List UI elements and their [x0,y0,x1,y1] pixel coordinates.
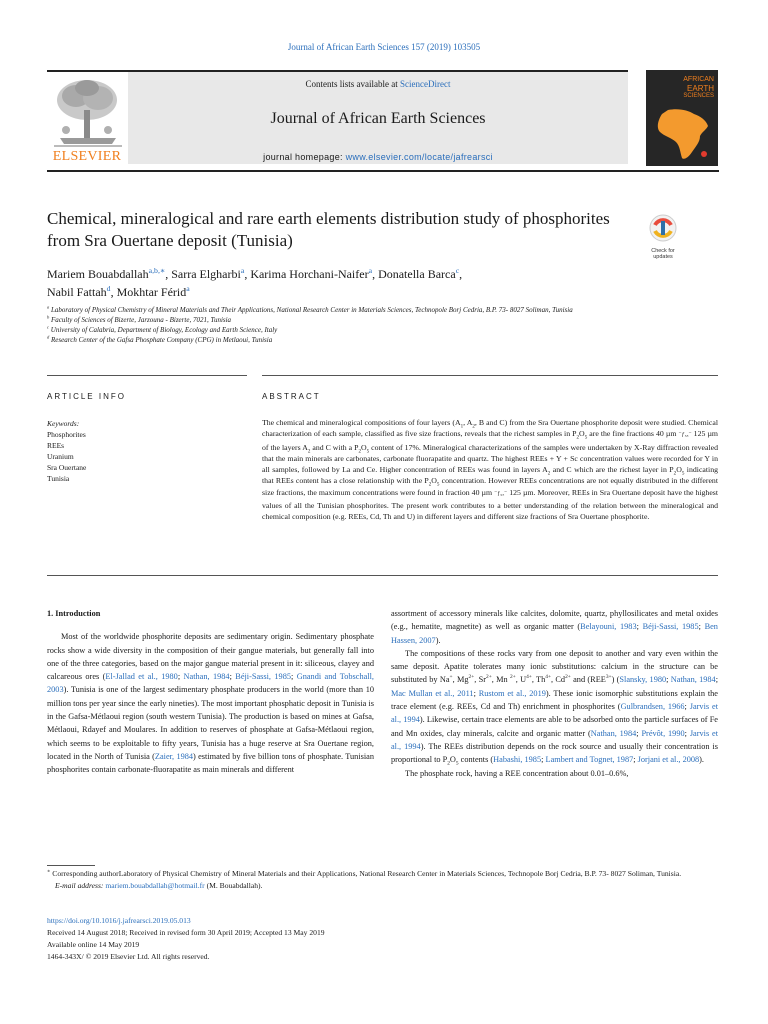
citation-link[interactable]: Zaier, 1984 [154,751,194,761]
footnote-text: ∗ Corresponding authorLaboratory of Physical Chemistry of Mineral Materials and their Applications, National Research Center in Materials Sciences, Technopole Borj Cedria, B.P. 73- 8027 Soliman, Tunisia. [47,869,682,878]
corresponding-author-footnote [47,868,718,892]
article-info-heading: ARTICLE INFO [47,392,126,401]
body-paragraph: The phosphate rock, having a REE concentration about 0.01–0.6%, [405,768,629,778]
citation-link[interactable]: El-Jallad et al., 1980 [105,672,178,682]
citation-link[interactable]: Jarvis et al., 1994 [391,728,719,751]
keyword-item: Tunisia [47,474,70,483]
homepage-line [128,152,628,162]
journal-cover-image[interactable] [646,70,718,166]
author-name[interactable]: Sarra Elgharbi [171,267,241,281]
citation-link[interactable]: Béji-Sassi, 1985 [642,622,699,632]
article-info-rule [47,375,247,376]
author-affiliation-marker[interactable]: a [368,266,373,275]
author-name[interactable]: Mariem Bouabdallah [47,267,149,281]
citation-link[interactable]: Belayouni, 1983 [580,622,637,632]
keyword-item: Phosphorites [47,430,86,439]
author-affiliation-marker[interactable]: d [106,284,111,293]
author-list: Mariem Bouabdallah$^{a,b,∗}$, Sarra Elgharbi$^a$, Karima Horchani-Naifer$^a$, Donatella Barca$^c$, Nabil Fattah$^d$, Mokhtar Férid$^a$ [47,266,463,299]
author-name[interactable]: Donatella Barca [378,267,456,281]
body-paragraph: assortment of accessory minerals like calcites, dolomite, quartz, phyllosilicates and metal oxides (e.g., hematite, magnetite) as well as organic matter (Belayouni, 1983; Béji-Sassi, 1985; Ben Hassen, 2007). [391,609,718,645]
journal-citation-link[interactable]: Journal of African Earth Sciences 157 (2019) 103505 [287,42,481,52]
affiliation-item [47,315,687,325]
affiliation-key: b [47,314,50,320]
affiliations [47,305,687,345]
abstract-bottom-rule [47,575,718,576]
author-name[interactable]: Karima Horchani-Naifer [250,267,369,281]
check-updates-label: Check for updates [651,248,675,260]
email-link[interactable]: mariem.bouabdallah@hotmail.fr [105,881,205,890]
keyword-item: Uranium [47,452,74,461]
citation-link[interactable]: Jorjani et al., 2008 [637,755,700,765]
affiliation-key: c [47,324,50,330]
affiliation-key: d [47,334,50,340]
check-updates-icon [645,213,681,243]
contents-line [128,79,628,89]
africa-map-icon [654,106,712,162]
homepage-prefix: journal homepage: [263,152,346,162]
affiliation-item [47,305,687,315]
body-paragraph: Most of the worldwide phosphorite deposits are sedimentary origin. Sedimentary phosphate rocks show a wide diversity in the composition of their gangue materials, but generally fall into one of the three categories, based on the major gangue material present in it: siliceous, clayey and calcareous ores (El-Jallad et al., 1980; Nathan, 1984; Béji-Sassi, 1985; Gnandi and Tobschall, 2003). Tunisia is one of the largest sedimentary phosphate producers in the world (more than 10 million tons per year since the early nineties). The most important phosphatic deposit in Tunisia is in the Gafsa-Métlaoui region (south western Tunisia). The production is based on mines at Gafsa, Métlaoui, Rdayef and Moulares. In addition to reserves of phosphate at Gafsa-Métlaoui region, which seems to be exploitable to fifty years, Tunisia has a huge reserve at Sra Ouertane region, located in the North of Tunisia (Zaier, 1984) estimated by five billion tons of phosphate. Tunisian phosphorites contain carbonate-fluorapatite as main minerals and different [47,632,374,775]
abstract-rule [262,375,718,376]
abstract-text: The chemical and mineralogical compositions of four layers ($A_1$, $A_2$, B and C) from the Sra Ouertane phosphorite deposit were studied. Chemical characterization of each sample, classified as five size fractions, reveals that the richest samples in $P_2O_5$ are the fine fractions 40 µm ⁻ƒ₅ₓ⁻ 125 µm of the layers $A_2$ and C with a $P_2O_5$ content of 17%. Mineralogical characterizations of the samples were undertaken by X-Ray diffraction revealed that the main minerals are carbonates, carbonate fluorapatite and quartz. The highest REEs + Y + Sc concentration values were recorded for Y in all samples, followed by La and Ce. Higher concentration of REEs was found in layers $A_2$ and C which are the richest layer in $P_2O_5$ indicating that REEs content has a close relationship with the $P_2O_5$ concentration. However REEs concentrations are not equally distributed in the different size fractions, the maximum concentrations were found in fraction 40 µm ⁻ƒ₅ₓ⁻ 125 µm. Moreover, REEs in Sra Ouertane deposit have the highest values of all the Tunisian phosphorites. The present work contributes to a better understanding of the relation between the mineralogical and chemical composition (e.g. REEs, Cd, Th and U) in different layers and different size fractions of Sra Ouertane phosphorite. [262,418,718,522]
footnote-rule [47,865,95,866]
citation-link[interactable]: Lambert and Tognet, 1987 [545,755,634,765]
available-online: Available online 14 May 2019 [47,940,140,949]
abstract-heading: ABSTRACT [262,392,321,401]
citation-link[interactable]: Ben Hassen, 2007 [391,622,718,645]
keyword-item: Sra Ouertane [47,463,87,472]
keywords-label: Keywords: [47,419,80,428]
article-metadata [47,915,718,963]
journal-name: Journal of African Earth Sciences [270,110,486,127]
citation-link[interactable]: Prévôt, 1990 [641,728,685,738]
keywords-block [47,418,247,484]
received-dates: Received 14 August 2018; Received in revised form 30 April 2019; Accepted 13 May 2019 [47,928,325,937]
cover-title-line3: SCIENCES [683,93,714,99]
check-for-updates-button[interactable] [645,213,681,259]
affiliation-text: Faculty of Sciences of Bizerte, Jarzouna - Bizerte, 7021, Tunisia [51,316,232,324]
body-column-right [391,607,718,780]
affiliation-text: Laboratory of Physical Chemistry of Mineral Materials and Their Applications, National Research Center in Materials Sciences, Technopole Borj Cedria, B.P. 73- 8027 Soliman, Tunisia [51,306,573,314]
masthead-bottom-rule [47,170,719,172]
author-affiliation-marker[interactable]: c [455,266,460,275]
sciencedirect-link[interactable]: ScienceDirect [400,79,451,89]
elsevier-logo[interactable] [46,74,128,166]
citation-link[interactable]: Jarvis et al., 1994 [391,702,718,725]
citation-link[interactable]: Rustom et al., 2019 [478,688,546,698]
affiliation-item [47,335,687,345]
body-paragraph: The compositions of these rocks vary from one deposit to another and vary even within the same deposit. Apatite tolerates many ionic substitutions: calcium in the structure can be substituted by Na+, $Mg^{2+}$, $Sr^{2+}$, Mn $^{2+}$, $U^{4+}$, $Th^{4+}$, $Cd^{2+}$ and $(REE^{3+})$ (Slansky, 1980; Nathan, 1984; Mac Mullan et al., 2011; Rustom et al., 2019). These ionic isomorphic substitutions explain the trace element (e.g. REEs, Cd and Th) enrichment in phosphorites (Gulbrandsen, 1966; Jarvis et al., 1994). Likewise, certain trace elements are able to be adsorbed onto the particle surfaces of Fe and Mn oxides, clay minerals, calcite and organic matter (Nathan, 1984; Prévôt, 1990; Jarvis et al., 1994). The REEs distribution depends on the rock source and usually their concentration is proportional to $P_2O_5$ contents (Habashi, 1985; Lambert and Tognet, 1987; Jorjani et al., 2008). [391,648,719,767]
citation-link[interactable]: Gulbrandsen, 1966 [620,702,685,712]
copyright: 1464-343X/ © 2019 Elsevier Ltd. All rights reserved. [47,952,210,961]
keyword-item: REEs [47,441,65,450]
citation-link[interactable]: Nathan, 1984 [590,728,637,738]
cover-title-line1: AFRICAN [683,76,714,83]
author-affiliation-marker[interactable]: a,b,∗ [148,266,166,275]
citation-link[interactable]: Habashi, 1985 [493,755,542,765]
citation-link[interactable]: Nathan, 1984 [670,675,716,685]
homepage-url-link[interactable]: www.elsevier.com/locate/jafrearsci [345,152,493,162]
citation-link[interactable]: Gnandi and Tobschall, 2003 [47,672,374,695]
article-title: Chemical, mineralogical and rare earth elements distribution study of phosphorites from Sra Ouertane deposit (Tunisia) [47,209,610,250]
affiliation-text: Research Center of the Gafsa Phosphate Company (CPG) in Metlaoui, Tunisia [51,336,273,344]
author-affiliation-marker[interactable]: a [186,284,190,293]
citation-link[interactable]: Béji-Sassi, 1985 [235,672,291,682]
citation-link[interactable]: Mac Mullan et al., 2011 [391,688,474,698]
author-affiliation-marker[interactable]: a [240,266,245,275]
affiliation-item [47,325,687,335]
body-column-left [47,607,374,777]
cover-title-line2: EARTH [687,84,714,93]
footnote-email-line: E-mail address: mariem.bouabdallah@hotmail.fr (M. Bouabdallah). [55,881,263,890]
author-name[interactable]: Nabil Fattah [47,285,107,299]
contents-prefix: Contents lists available at [305,79,400,89]
affiliation-text: University of Calabria, Department of Biology, Ecology and Earth Science, Italy [50,326,278,334]
citation-link[interactable]: Nathan, 1984 [183,672,230,682]
author-name[interactable]: Mokhtar Férid [116,285,187,299]
elsevier-wordmark: ELSEVIER [52,149,122,164]
section-heading-introduction: 1. Introduction [47,609,101,618]
doi-link[interactable]: https://doi.org/10.1016/j.jafrearsci.2019.05.013 [47,916,191,925]
affiliation-key: a [47,304,50,310]
citation-link[interactable]: Slansky, 1980 [619,675,667,685]
